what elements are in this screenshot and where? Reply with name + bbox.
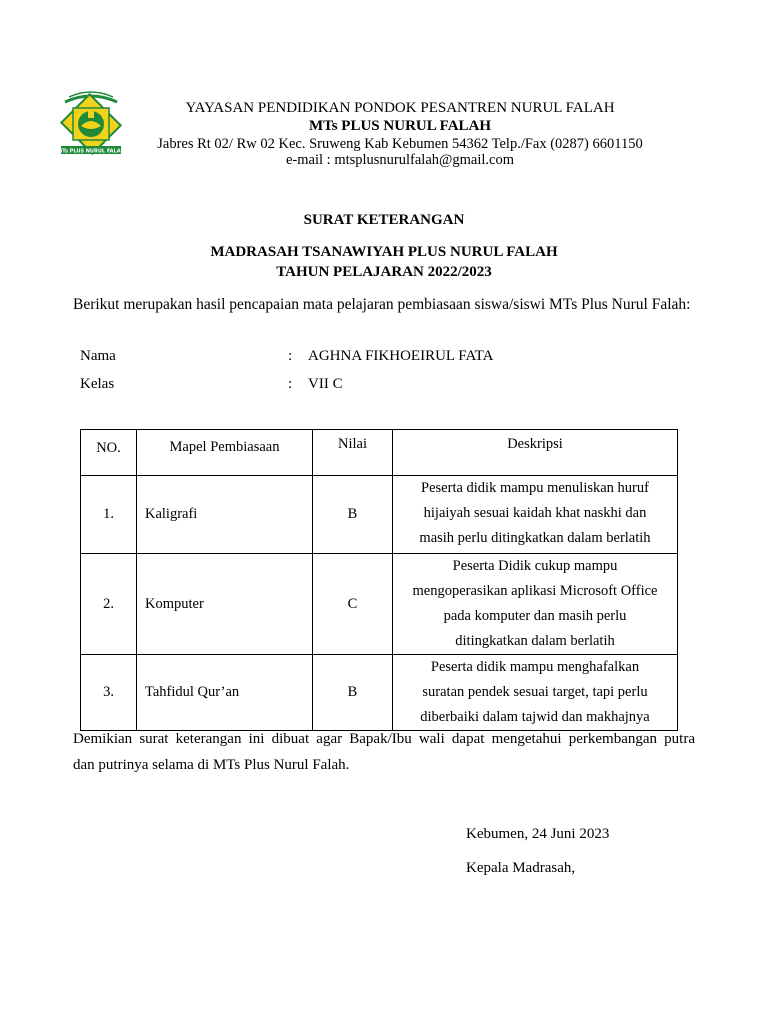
description-line: masih perlu ditingkatkan dalam berlatih <box>419 530 651 546</box>
row-number: 2. <box>81 554 137 655</box>
school-email: e-mail : mtsplusnurulfalah@gmail.com <box>286 152 514 168</box>
table-row <box>81 554 678 655</box>
logo-text: MTs PLUS NURUL FALAH <box>57 148 125 155</box>
row-number: 3. <box>81 655 137 731</box>
header-deskripsi: Deskripsi <box>393 430 678 476</box>
row-description <box>393 554 678 655</box>
row-grade: C <box>313 554 393 655</box>
description-line: mengoperasikan aplikasi Microsoft Office <box>412 583 658 599</box>
row-description <box>393 476 678 554</box>
class-label: Kelas <box>80 376 115 392</box>
grades-table <box>80 429 678 731</box>
description-line: ditingkatkan dalam berlatih <box>455 633 615 649</box>
table-row <box>81 655 678 731</box>
closing-line-1: Demikian surat keterangan ini dibuat agar Bapak/Ibu wali dapat mengetahui perkembangan putra <box>73 731 695 747</box>
description-line: pada komputer dan masih perlu <box>443 608 627 624</box>
description-line: suratan pendek sesuai target, tapi perlu <box>422 684 648 700</box>
description-line: Peserta didik mampu menghafalkan <box>430 659 640 675</box>
row-description <box>393 655 678 731</box>
table-header-row <box>81 430 678 476</box>
row-subject: Kaligrafi <box>137 476 313 554</box>
description-line: Peserta didik mampu menuliskan huruf <box>421 480 649 496</box>
description-line: Peserta Didik cukup mampu <box>452 558 618 574</box>
closing-paragraph <box>73 726 695 778</box>
row-subject: Tahfidul Qur’an <box>137 655 313 731</box>
school-name: MTs PLUS NURUL FALAH <box>308 118 492 134</box>
header-nilai: Nilai <box>313 430 393 476</box>
school-address: Jabres Rt 02/ Rw 02 Kec. Sruweng Kab Kebumen 54362 Telp./Fax (0287) 6601150 <box>157 136 643 152</box>
intro-paragraph: Berikut merupakan hasil pencapaian mata pelajaran pembiasaan siswa/siswi MTs Plus Nurul Falah: <box>73 296 691 313</box>
closing-line-2: dan putrinya selama di MTs Plus Nurul Falah. <box>73 757 350 773</box>
foundation-name: YAYASAN PENDIDIKAN PONDOK PESANTREN NURUL FALAH <box>185 100 615 116</box>
row-subject: Komputer <box>137 554 313 655</box>
institution-title: MADRASAH TSANAWIYAH PLUS NURUL FALAH <box>210 244 558 260</box>
place-date: Kebumen, 24 Juni 2023 <box>466 826 610 842</box>
class-colon: : <box>288 376 293 392</box>
name-colon: : <box>288 348 293 364</box>
school-crest-logo <box>55 88 127 158</box>
class-value: VII C <box>308 376 343 392</box>
signatory-position: Kepala Madrasah, <box>466 860 576 876</box>
name-value: AGHNA FIKHOEIRUL FATA <box>308 348 494 364</box>
header-mapel: Mapel Pembiasaan <box>137 430 313 476</box>
document-title: SURAT KETERANGAN <box>303 212 465 228</box>
table-row <box>81 476 678 554</box>
row-grade: B <box>313 476 393 554</box>
academic-year-title: TAHUN PELAJARAN 2022/2023 <box>276 264 492 280</box>
row-grade: B <box>313 655 393 731</box>
name-label: Nama <box>80 348 116 364</box>
row-number: 1. <box>81 476 137 554</box>
header-no: NO. <box>81 430 137 476</box>
description-line: hijaiyah sesuai kaidah khat naskhi dan <box>423 505 647 521</box>
description-line: diberbaiki dalam tajwid dan makhajnya <box>420 709 650 725</box>
